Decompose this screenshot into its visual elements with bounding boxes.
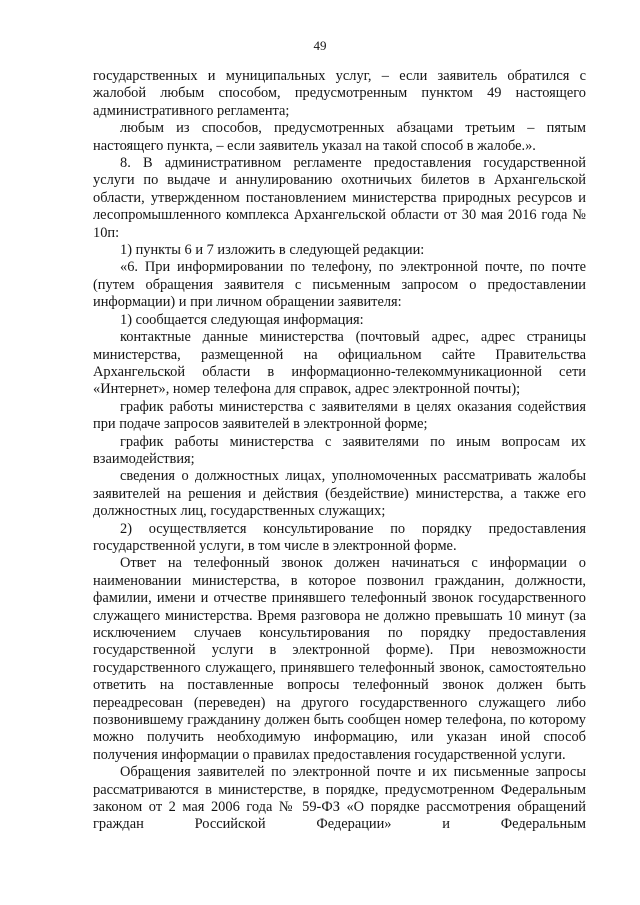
paragraph: контактные данные министерства (почтовый адрес, адрес страницы министерства, размещенной на официальном сайте Правительства Архангельской области в информационно-телекоммуникационной сети «Интернет», номер телефона для справок, адрес электронной почты); [93,329,586,398]
paragraph: Ответ на телефонный звонок должен начинаться с информации о наименовании министерства, в которое позвонил гражданин, должности, фамилии, имени и отчестве принявшего телефонный звонок государственного служащего министерства. Время разговора не должно превышать 10 минут (за исключением случаев консультирования по порядку предоставления государственной услуги в электронной форме). При невозможности государственного служащего, принявшего телефонный звонок, самостоятельно ответить на поставленные вопросы телефонный звонок должен быть переадресован (переведен) на другого государственного служащего либо позвонившему гражданину должен быть сообщен номер телефона, по которому можно получить необходимую информацию, или указан иной способ получения информации о правилах предоставления государственной услуги. [93,555,586,763]
paragraph: любым из способов, предусмотренных абзацами третьим – пятым настоящего пункта, – если заявитель указал на такой способ в жалобе.». [93,120,586,154]
paragraph: «6. При информировании по телефону, по электронной почте, по почте (путем обращения заявителя с письменным запросом о предоставлении информации) и при личном обращении заявителя: [93,259,586,311]
paragraph: график работы министерства с заявителями в целях оказания содействия при подаче запросов заявителей в электронной форме; [93,398,586,433]
paragraph: государственных и муниципальных услуг, – если заявитель обратился с жалобой любым способом, предусмотренным пунктом 49 настоящего административного регламента; [93,68,586,119]
paragraph: Обращения заявителей по электронной почте и их письменные запросы рассматриваются в министерстве, в порядке, предусмотренном Федеральным законом от 2 мая 2006 года № 59-ФЗ «О порядке рассмотрения обращений граждан Российской Федерации» и Федеральным [93,764,586,833]
paragraph: 1) пункты 6 и 7 изложить в следующей редакции: [120,242,425,259]
paragraph: график работы министерства с заявителями по иным вопросам их взаимодействия; [93,433,586,467]
paragraph: 2) осуществляется консультирование по порядку предоставления государственной услуги, в том числе в электронной форме. [93,520,586,554]
document-body [93,68,586,834]
paragraph: 1) сообщается следующая информация: [120,311,364,328]
page-number: 49 [313,38,327,53]
paragraph: 8. В административном регламенте предоставления государственной услуги по выдаче и аннулированию охотничьих билетов в Архангельской области, утвержденном постановлением министерства природных ресурсов и лесопромышленного комплекса Архангельской области от 30 мая 2016 года № 10п: [93,155,586,241]
paragraph: сведения о должностных лицах, уполномоченных рассматривать жалобы заявителей на решения и действия (бездействие) министерства, а также его должностных лиц, государственных служащих; [93,468,586,520]
